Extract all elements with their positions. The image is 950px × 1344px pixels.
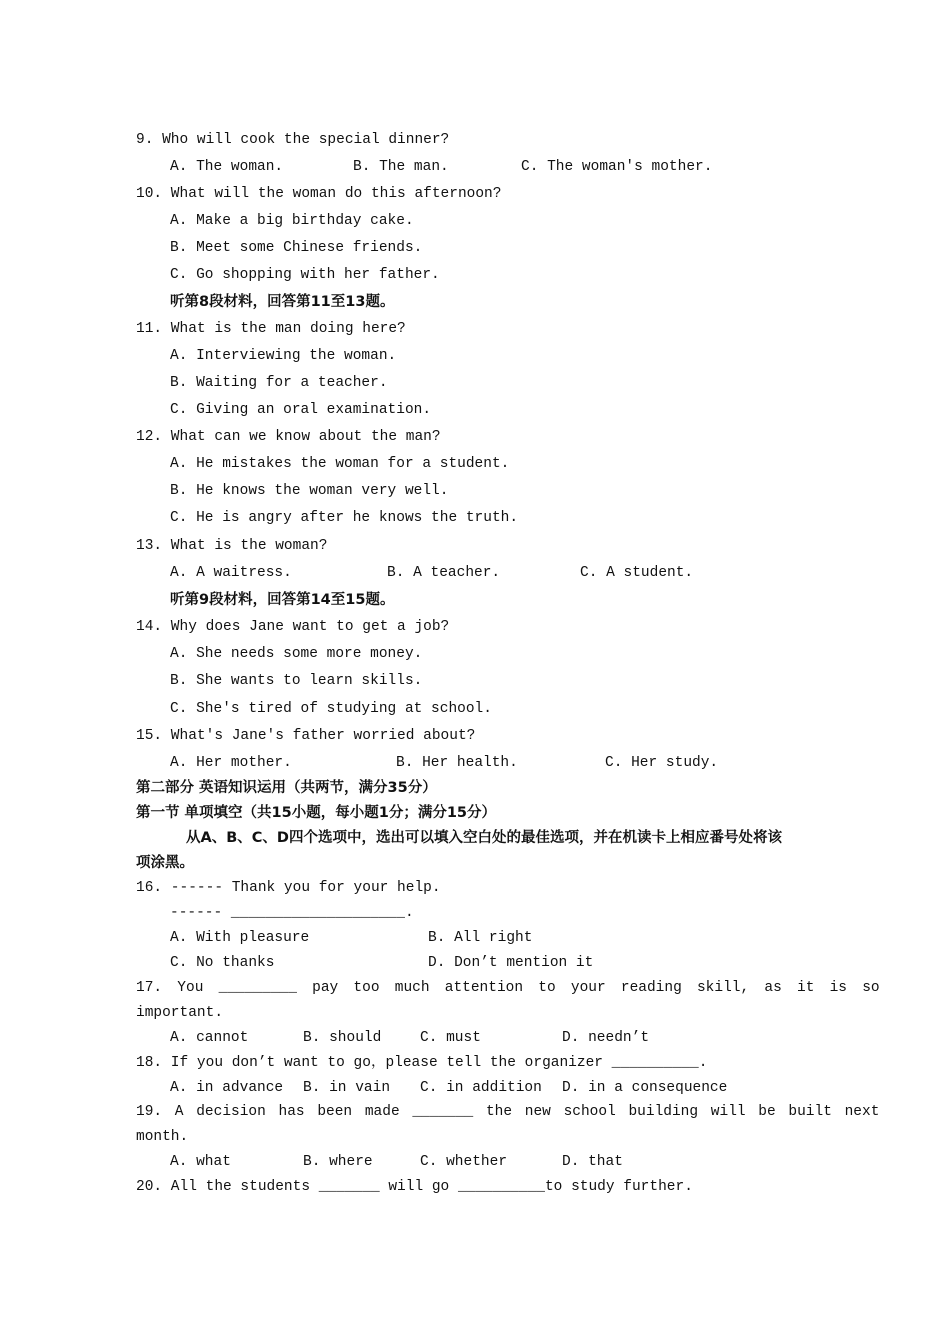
question-14: 14. Why does Jane want to get a job?: [136, 619, 450, 635]
q13-option-c: C. A student.: [580, 565, 694, 581]
question-11: 11. What is the man doing here?: [136, 321, 406, 337]
q17-option-d: D. needn’t: [562, 1030, 650, 1046]
q11-option-b: B. Waiting for a teacher.: [170, 375, 388, 391]
question-16: 16. ------ Thank you for your help.: [136, 880, 441, 896]
q15-option-c: C. Her study.: [605, 755, 719, 771]
q17-option-a: A. cannot: [170, 1030, 249, 1046]
question-15: 15. What's Jane's father worried about?: [136, 728, 476, 744]
q15-option-b: B. Her health.: [396, 755, 518, 771]
q10-option-c: C. Go shopping with her father.: [170, 267, 440, 283]
section-heading-9: 听第9段材料，回答第14至15题。: [170, 592, 395, 608]
q19-option-a: A. what: [170, 1154, 231, 1170]
q17-option-c: C. must: [420, 1030, 481, 1046]
q9-option-a: A. The woman.: [170, 159, 284, 175]
section-heading-8: 听第8段材料，回答第11至13题。: [170, 294, 395, 310]
q18-option-a: A. in advance: [170, 1080, 284, 1096]
q14-option-b: B. She wants to learn skills.: [170, 673, 423, 689]
q16-option-c: C. No thanks: [170, 955, 275, 971]
question-17: 17. You _________ pay too much attention to your reading skill, as it is so: [136, 980, 880, 996]
question-12: 12. What can we know about the man?: [136, 429, 441, 445]
q12-option-a: A. He mistakes the woman for a student.: [170, 456, 510, 472]
q10-option-b: B. Meet some Chinese friends.: [170, 240, 423, 256]
q11-option-a: A. Interviewing the woman.: [170, 348, 397, 364]
q18-option-c: C. in addition: [420, 1080, 542, 1096]
question-20: 20. All the students _______ will go __________to study further.: [136, 1179, 693, 1195]
instructions-line-2: 项涂黑。: [136, 855, 194, 871]
q18-option-b: B. in vain: [303, 1080, 391, 1096]
q10-option-a: A. Make a big birthday cake.: [170, 213, 414, 229]
question-9: 9. Who will cook the special dinner?: [136, 132, 450, 148]
q19-option-c: C. whether: [420, 1154, 508, 1170]
q15-option-a: A. Her mother.: [170, 755, 292, 771]
q14-option-c: C. She's tired of studying at school.: [170, 701, 492, 717]
question-16-reply: ------ ____________________.: [170, 905, 414, 921]
instructions-line-1: 从A、B、C、D四个选项中，选出可以填入空白处的最佳选项，并在机读卡上相应番号处将该: [186, 830, 782, 846]
question-18: 18. If you don’t want to go，please tell the organizer __________.: [136, 1055, 708, 1071]
q17-option-b: B. should: [303, 1030, 382, 1046]
q19-option-d: D. that: [562, 1154, 623, 1170]
q13-option-b: B. A teacher.: [387, 565, 501, 581]
q16-option-d: D. Don’t mention it: [428, 955, 594, 971]
q12-option-c: C. He is angry after he knows the truth.: [170, 510, 519, 526]
q9-option-b: B. The man.: [353, 159, 449, 175]
part-two-heading: 第二部分 英语知识运用（共两节，满分35分）: [136, 780, 437, 796]
question-19: 19. A decision has been made _______ the new school building will be built next: [136, 1104, 880, 1120]
question-10: 10. What will the woman do this afternoon?: [136, 186, 502, 202]
section-one-heading: 第一节 单项填空（共15小题，每小题1分；满分15分）: [136, 805, 496, 821]
q11-option-c: C. Giving an oral examination.: [170, 402, 432, 418]
q16-option-b: B. All right: [428, 930, 533, 946]
q19-option-b: B. where: [303, 1154, 373, 1170]
q18-option-d: D. in a consequence: [562, 1080, 728, 1096]
question-13: 13. What is the woman?: [136, 538, 328, 554]
question-19-continued: month.: [136, 1129, 189, 1145]
q13-option-a: A. A waitress.: [170, 565, 292, 581]
q9-option-c: C. The woman's mother.: [521, 159, 713, 175]
q12-option-b: B. He knows the woman very well.: [170, 483, 449, 499]
q16-option-a: A. With pleasure: [170, 930, 310, 946]
q14-option-a: A. She needs some more money.: [170, 646, 423, 662]
question-17-continued: important.: [136, 1005, 224, 1021]
